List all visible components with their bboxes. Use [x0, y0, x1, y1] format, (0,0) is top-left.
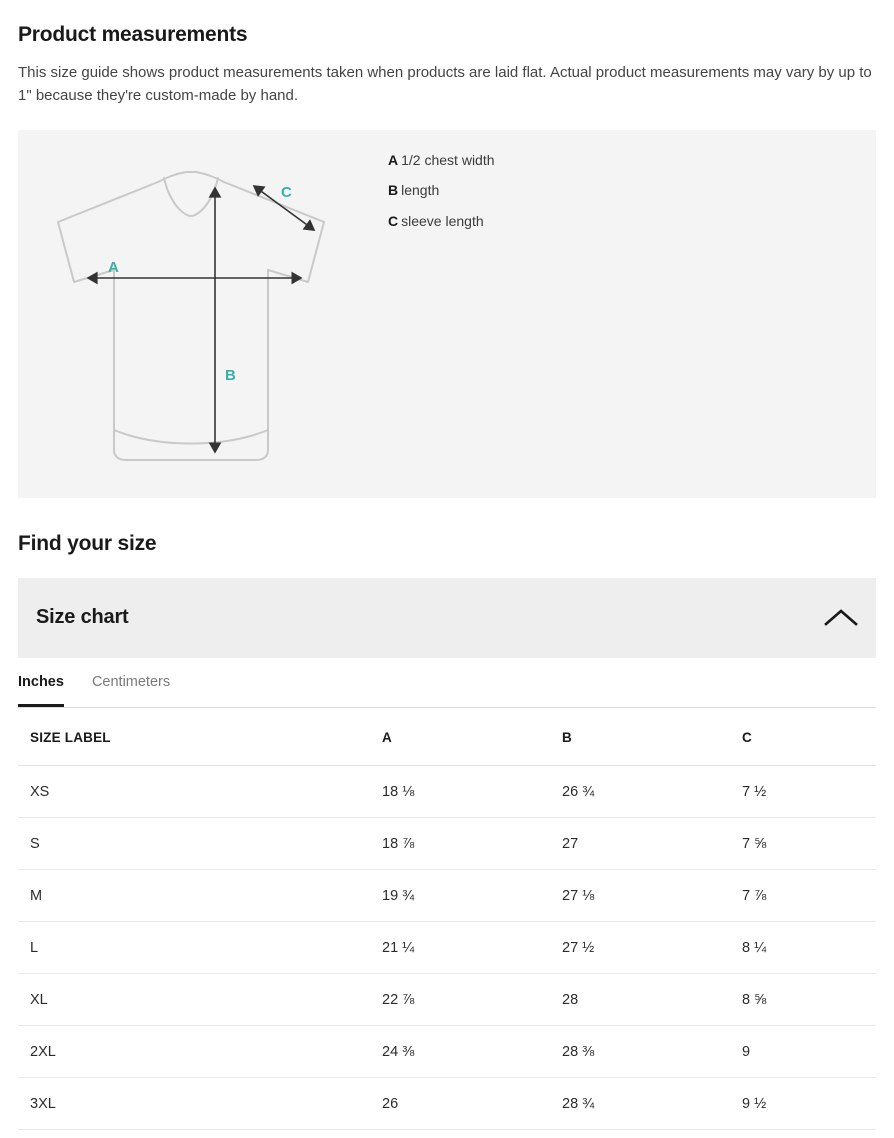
- cell-a: 18 ⅞: [370, 817, 550, 869]
- measurements-description: This size guide shows product measurements taken when products are laid flat. Actual product measurements may vary by up to 1" because they're custom-made by hand.: [18, 64, 872, 105]
- cell-a: 24 ⅜: [370, 1025, 550, 1077]
- header-c: C: [730, 708, 876, 766]
- cell-b: 27: [550, 817, 730, 869]
- legend-key-c: C: [388, 213, 399, 230]
- table-row: [18, 921, 876, 973]
- cell-a: 21 ¼: [370, 921, 550, 973]
- table-row: [18, 765, 876, 817]
- legend-text-b: length: [401, 182, 440, 199]
- cell-size-label: M: [18, 869, 370, 921]
- cell-b: 28: [550, 973, 730, 1025]
- cell-size-label: XL: [18, 973, 370, 1025]
- cell-a: 18 ⅛: [370, 765, 550, 817]
- legend-text-a: 1/2 chest width: [401, 151, 495, 168]
- cell-c: 9 ½: [730, 1077, 876, 1129]
- cell-a: 26: [370, 1077, 550, 1129]
- size-chart-header[interactable]: [18, 578, 876, 658]
- legend-text-c: sleeve length: [401, 213, 484, 230]
- cell-b: 26 ¾: [550, 765, 730, 817]
- chevron-up-icon[interactable]: [824, 607, 858, 629]
- tshirt-diagram: [18, 130, 388, 498]
- diagram-label-c: C: [281, 183, 292, 201]
- cell-a: 19 ¾: [370, 869, 550, 921]
- cell-c: 8 ⅝: [730, 973, 876, 1025]
- cell-c: 7 ½: [730, 765, 876, 817]
- legend-item-b: [388, 182, 495, 199]
- cell-b: 28 ⅜: [550, 1025, 730, 1077]
- legend-key-b: B: [388, 182, 399, 199]
- find-your-size-title: Find your size: [18, 531, 157, 555]
- header-size-label: SIZE LABEL: [18, 708, 370, 766]
- table-row: [18, 817, 876, 869]
- cell-size-label: S: [18, 817, 370, 869]
- page-title: Product measurements: [18, 23, 248, 46]
- legend-item-a: [388, 152, 495, 169]
- cell-size-label: XS: [18, 765, 370, 817]
- cell-c: 7 ⅞: [730, 869, 876, 921]
- cell-b: 27 ⅛: [550, 869, 730, 921]
- unit-tabs: [18, 658, 876, 708]
- table-row: [18, 869, 876, 921]
- table-header-row: [18, 708, 876, 766]
- cell-b: 28 ¾: [550, 1077, 730, 1129]
- legend-key-a: A: [388, 151, 399, 168]
- diagram-label-a: A: [108, 258, 119, 276]
- table-row: [18, 1077, 876, 1129]
- measurement-diagram-card: [18, 130, 876, 498]
- table-row: [18, 973, 876, 1025]
- legend-item-c: [388, 213, 495, 230]
- diagram-label-b: B: [225, 366, 236, 384]
- table-row: [18, 1025, 876, 1077]
- header-a: A: [370, 708, 550, 766]
- cell-size-label: 3XL: [18, 1077, 370, 1129]
- header-b: B: [550, 708, 730, 766]
- size-chart-table: [18, 708, 876, 1130]
- cell-a: 22 ⅞: [370, 973, 550, 1025]
- tab-inches[interactable]: Inches: [18, 658, 64, 707]
- size-chart-title: Size chart: [36, 606, 129, 629]
- cell-b: 27 ½: [550, 921, 730, 973]
- size-guide-page: [0, 22, 894, 1130]
- cell-size-label: 2XL: [18, 1025, 370, 1077]
- cell-c: 9: [730, 1025, 876, 1077]
- cell-size-label: L: [18, 921, 370, 973]
- size-chart-panel: [18, 578, 876, 1130]
- cell-c: 8 ¼: [730, 921, 876, 973]
- diagram-legend: [388, 130, 495, 244]
- tab-centimeters[interactable]: Centimeters: [92, 658, 170, 707]
- cell-c: 7 ⅝: [730, 817, 876, 869]
